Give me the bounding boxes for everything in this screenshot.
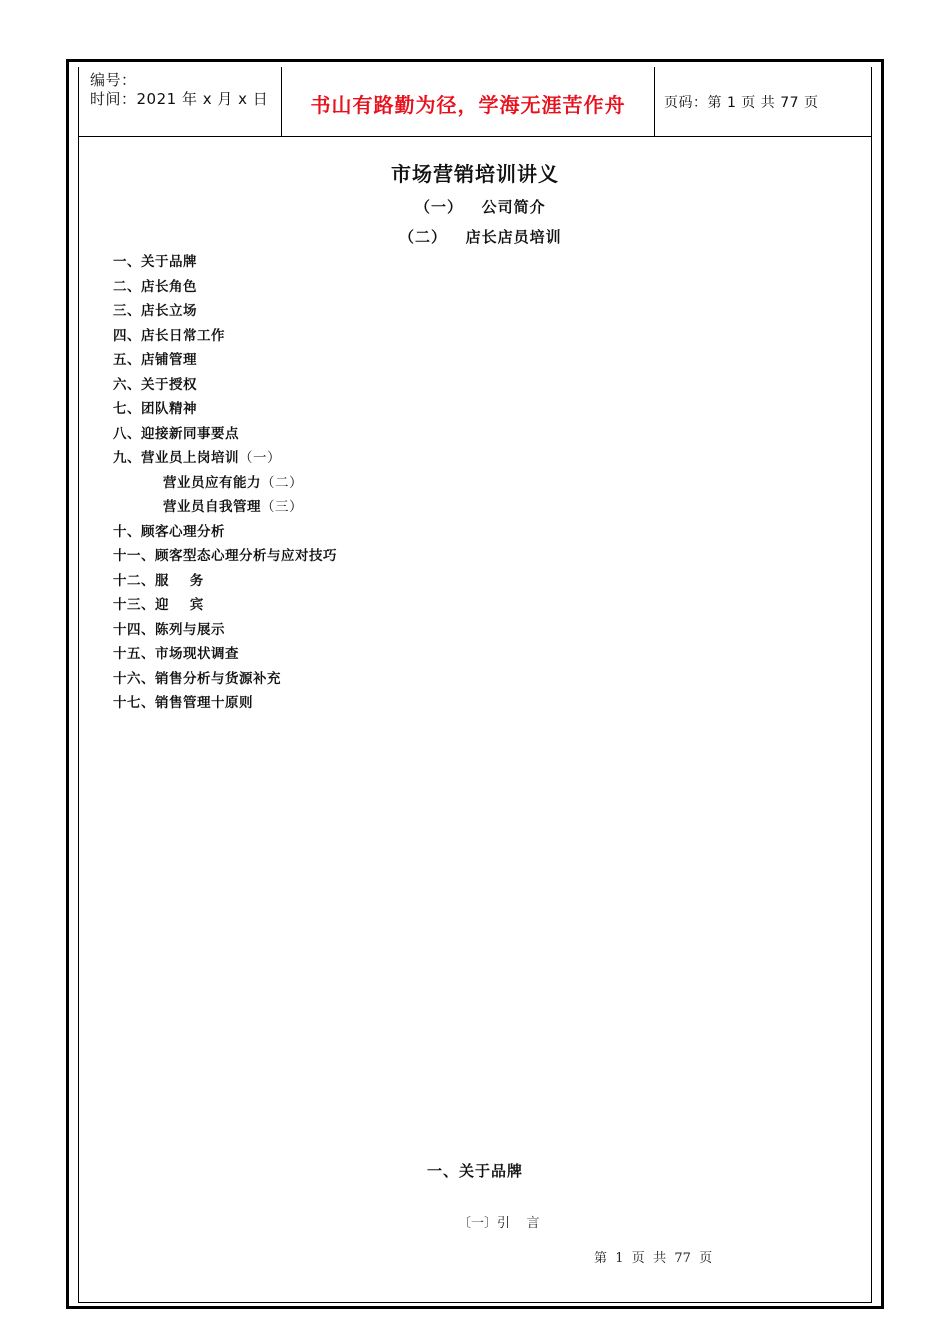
- intro-heading: 〔一〕引 言: [458, 1216, 540, 1231]
- toc-item: 五、店铺管理: [113, 352, 197, 368]
- subheading-staff-training: （二） 店长店员培训: [399, 228, 562, 246]
- toc-item: 八、迎接新同事要点: [113, 425, 239, 442]
- toc-item: 十七、销售管理十原则: [113, 695, 253, 711]
- toc-item: 十三、迎 宾: [113, 597, 204, 613]
- page-footer: 第 1 页 共 77 页: [594, 1251, 713, 1266]
- toc-subitem: 营业员自我管理（三）: [163, 499, 303, 515]
- motto-text: 书山有路勤为径，学海无涯苦作舟: [310, 93, 626, 117]
- page-info: 页码：第 1 页 共 77 页: [664, 94, 819, 111]
- toc-item: 十六、销售分析与货源补充: [113, 670, 281, 687]
- date-label: 时间：2021 年 x 月 x 日: [90, 90, 269, 108]
- toc-item: 六、关于授权: [113, 376, 197, 393]
- header-right-cell: [655, 67, 872, 136]
- subheading-company-intro: （一） 公司简介: [415, 198, 546, 216]
- toc-item: 四、店长日常工作: [113, 327, 225, 344]
- toc-item-note: （一）: [239, 450, 281, 466]
- toc-item-note: （二）: [261, 474, 303, 491]
- toc-item: 十二、服 务: [113, 572, 204, 589]
- toc-item: 三、店长立场: [113, 303, 197, 319]
- toc-item: 一、关于品牌: [113, 254, 197, 270]
- toc-item: 七、团队精神: [113, 401, 197, 417]
- header-middle-cell: [281, 67, 655, 136]
- toc-item: 十、顾客心理分析: [113, 523, 225, 540]
- toc-item: 二、店长角色: [113, 278, 197, 295]
- toc-item: 十四、陈列与展示: [113, 621, 225, 638]
- toc-item: 九、营业员上岗培训（一）: [113, 450, 281, 466]
- number-label: 编号：: [90, 71, 137, 89]
- toc-item: 十一、顾客型态心理分析与应对技巧: [113, 548, 337, 564]
- toc-subitem: 营业员应有能力（二）: [163, 474, 303, 491]
- toc-item-note: （三）: [261, 499, 303, 515]
- header-table: [78, 67, 872, 137]
- section-heading: 一、关于品牌: [426, 1162, 523, 1180]
- toc-item: 十五、市场现状调查: [113, 646, 239, 662]
- table-of-contents: [113, 252, 337, 718]
- document-title: 市场营销培训讲义: [391, 162, 559, 186]
- header-left-cell: [78, 67, 281, 136]
